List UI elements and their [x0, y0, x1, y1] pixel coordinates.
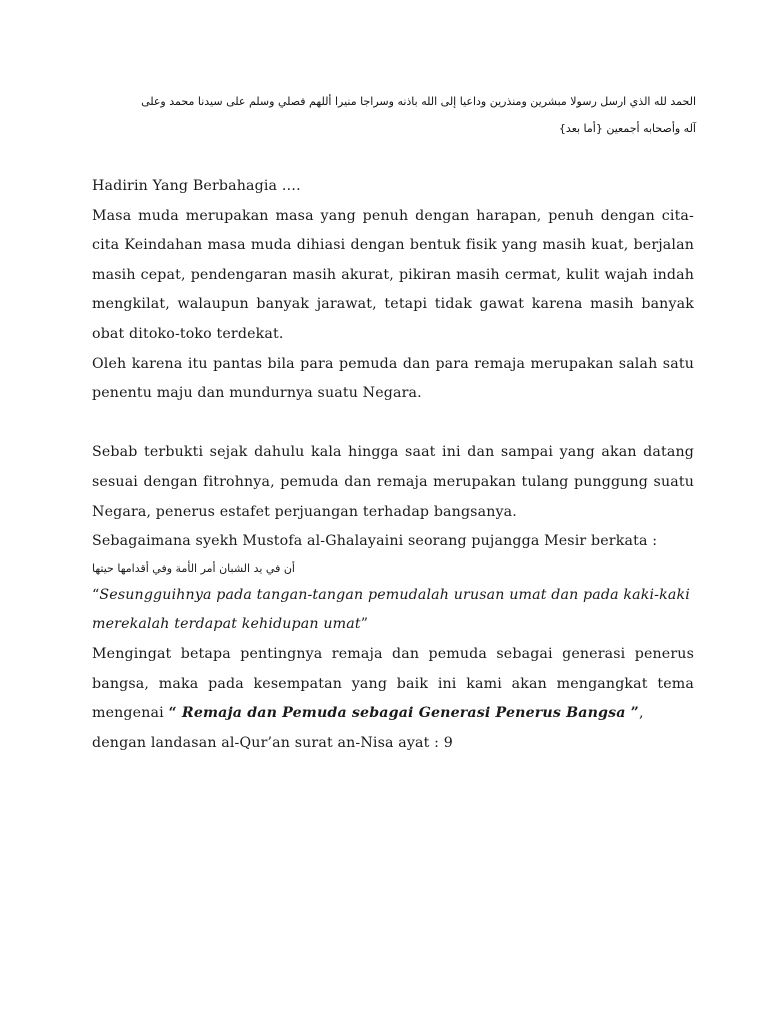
arabic-opening-line-2: آله وأصحابه أجمعين {أما بعد} — [558, 122, 696, 135]
paragraph-sebab: Sebab terbukti sejak dahulu kala hingga saat ini dan sampai yang akan datang sesuai dengan fitrohnya, pemuda dan remaja merupakan tulang punggung suatu Negara, penerus estafet perjuangan terhadap bangsanya. — [92, 444, 694, 520]
translation-quote — [92, 581, 694, 640]
paragraph-masa-muda: Masa muda merupakan masa yang penuh dengan harapan, penuh dengan cita-cita Keindahan masa muda dihiasi dengan bentuk fisik yang masih kuat, berjalan masih cepat, pendengaran masih akurat, pikiran masih cermat, kulit wajah indah mengkilat, walaupun banyak jarawat, tetapi tidak gawat karena masih banyak obat ditoko-toko terdekat. — [92, 207, 694, 342]
paragraph-landasan: dengan landasan al-Qur’an surat an-Nisa ayat : 9 — [92, 734, 453, 751]
greeting: Hadirin Yang Berbahagia …. — [92, 178, 301, 194]
theme-title: Remaja dan Pemuda sebagai Generasi Penerus Bangsa — [181, 705, 626, 722]
arabic-opening-line-1: الحمد لله الذي ارسل رسولا مبشرين ومنذرين وداعيا إلى الله باذنه وسراجا منيرا أللهم فصلي وسلم على سيدنا محمد وعلى — [141, 95, 696, 108]
paragraph-spacer — [92, 409, 694, 439]
quote-open-mark: “ — [92, 586, 100, 603]
speech-body — [92, 172, 694, 758]
paragraph-mengingat-tail: , — [639, 705, 644, 722]
paragraph-sebagaimana: Sebagaimana syekh Mustofa al-Ghalayaini seorang pujangga Mesir berkata : — [92, 533, 658, 550]
arabic-quote: أن في يد الشبان أمر الأمة وفي أقدامها حيتها — [92, 561, 295, 575]
theme-open-mark: “ — [168, 705, 182, 722]
paragraph-mengingat — [92, 640, 694, 729]
paragraph-oleh-karena: Oleh karena itu pantas bila para pemuda dan para remaja merupakan salah satu penentu maju dan mundurnya suatu Negara. — [92, 355, 694, 402]
theme-close-mark: ” — [625, 705, 639, 722]
paragraph-mengingat-lead: Mengingat betapa pentingnya remaja dan pemuda sebagai generasi penerus bangsa, maka pada kesempatan yang baik ini kami akan mengangkat tema mengenai — [92, 645, 694, 722]
quote-text: Sesungguihnya pada tangan-tangan pemudalah urusan umat dan pada kaki-kaki merekalah terdapat kehidupan umat — [92, 586, 690, 633]
quote-close-mark: ” — [360, 616, 369, 633]
